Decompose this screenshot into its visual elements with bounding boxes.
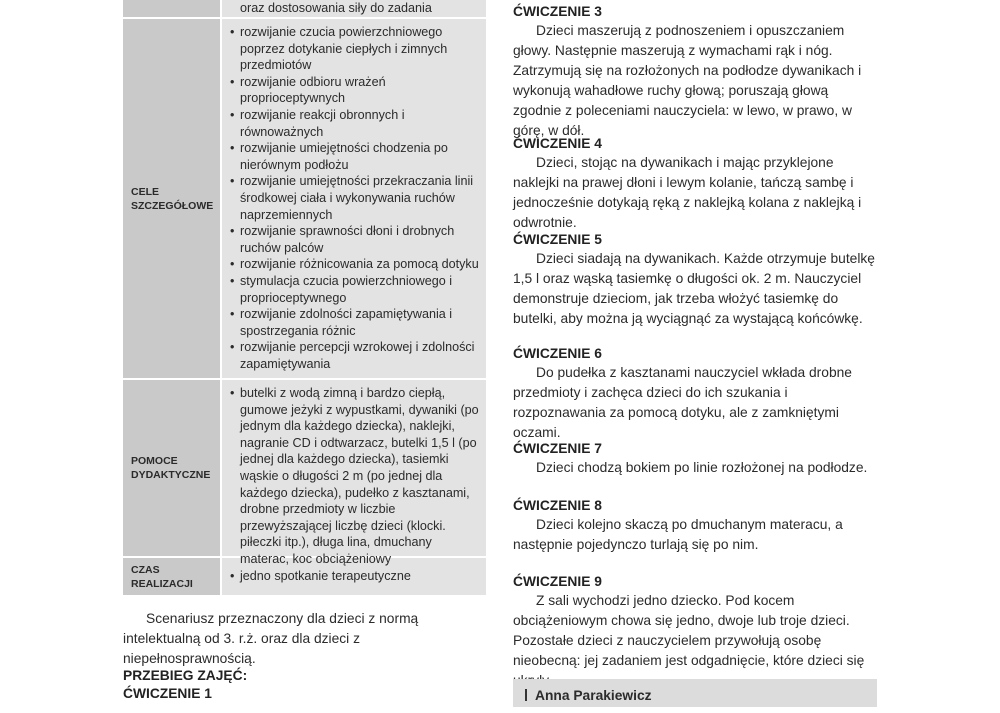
list-item: • rozwijanie czucia powierzchniowego poprzez dotykanie ciepłych i zimnych przedmiotów <box>230 24 480 74</box>
list-item: • butelki z wodą zimną i bardzo ciepłą, gumowe jeżyki z wypustkami, dywaniki (po jednym dla każdego dziecka), naklejki, nagranie CD i odtwarzacz, butelki 1,5 l (po jednej dla każdego dziecka), tasiemki wąskie o długości 2 m (po jednej dla każdego dziecka), pudełko z kasztanami, drobne przedmioty w liczbie przewyższającej liczbę dzieci (klocki. piłeczki itp.), długa lina, dmuchany materac, koc obciążeniowy <box>230 385 480 568</box>
exercise-block <box>513 573 877 691</box>
bullet-list <box>230 24 480 372</box>
intro-paragraph <box>123 609 487 669</box>
author-bar-icon <box>525 689 527 701</box>
row-content <box>222 19 486 380</box>
row-content <box>222 0 486 19</box>
exercise-block <box>513 497 877 555</box>
exercise-heading: ĆWICZENIE 7 <box>513 441 602 456</box>
bullet-list <box>230 568 480 585</box>
list-item: • rozwijanie różnicowania za pomocą dotyku <box>230 256 480 273</box>
bullet-list <box>230 0 480 17</box>
exercise-block <box>513 231 877 329</box>
list-item: oraz dostosowania siły do zadania <box>240 1 432 15</box>
list-item: • rozwijanie umiejętności chodzenia po nierównym podłożu <box>230 140 480 173</box>
list-item: • rozwijanie sprawności dłoni i drobnych ruchów palców <box>230 223 480 256</box>
exercise-heading: ĆWICZENIE 4 <box>513 136 602 151</box>
exercise-block <box>513 345 877 443</box>
exercise-heading: ĆWICZENIE 9 <box>513 574 602 589</box>
exercise-heading: ĆWICZENIE 5 <box>513 232 602 247</box>
list-item: • jedno spotkanie terapeutyczne <box>230 568 480 585</box>
exercise-text: Do pudełka z kasztanami nauczyciel wkłada drobne przedmioty i zachęca dzieci do ich szukania i rozpoznawania za pomocą dotyku, ale z zamkniętymi oczami. <box>513 365 852 440</box>
goals-table <box>123 0 486 597</box>
exercise-text: Dzieci chodzą bokiem po linie rozłożonej na podłodze. <box>536 460 868 475</box>
table-row-pomoce <box>123 380 486 566</box>
exercise-text: Dzieci, stojąc na dywanikach i mając przyklejone naklejki na prawej dłoni i lewym kolanie, tańczą sambę i jednocześnie dotykają ręką z naklejką kolana z naklejką i odwrotnie. <box>513 155 862 230</box>
exercise-text: Dzieci siadają na dywanikach. Każde otrzymuje butelkę 1,5 l oraz wąską tasiemkę o długości ok. 2 m. Nauczyciel demonstruje dzieciom, jak trzeba włożyć tasiemkę do butelki, aby można ją wyciągnąć za wystającą końcówkę. <box>513 251 875 326</box>
author-name: Anna Parakiewicz <box>535 688 652 703</box>
author-box <box>513 679 877 707</box>
exercise-heading: ĆWICZENIE 3 <box>513 4 602 19</box>
bullet-list <box>230 385 480 568</box>
list-item: • rozwijanie odbioru wrażeń proprioceptywnych <box>230 74 480 107</box>
exercise-heading: ĆWICZENIE 1 <box>123 686 212 701</box>
row-label: CZAS REALIZACJI <box>123 558 220 597</box>
exercise-block <box>513 440 877 478</box>
exercise-heading: ĆWICZENIE 8 <box>513 498 602 513</box>
exercise-text: Dzieci maszerują z podnoszeniem i opuszczaniem głowy. Następnie maszerują z wymachami rąk i nóg. Zatrzymują się na rozłożonych na podłodze dywanikach i wykonują wahadłowe ruchy głową; poruszają głową zgodnie z poleceniami nauczyciela: w lewo, w prawo, w górę, w dół. <box>513 23 862 138</box>
exercise-block <box>513 135 877 233</box>
exercise-heading: ĆWICZENIE 6 <box>513 346 602 361</box>
table-row-top <box>123 0 486 19</box>
list-item: • rozwijanie zdolności zapamiętywania i spostrzegania różnic <box>230 306 480 339</box>
list-item: • rozwijanie percepcji wzrokowej i zdolności zapamiętywania <box>230 339 480 372</box>
row-label: POMOCE DYDAKTYCZNE <box>123 380 220 558</box>
przebieg-section <box>123 667 487 703</box>
intro-text: Scenariusz przeznaczony dla dzieci z normą intelektualną od 3. r.ż. oraz dla dzieci z niepełnosprawnością. <box>123 611 419 666</box>
table-row-cele <box>123 19 486 380</box>
exercise-block <box>513 3 877 141</box>
list-item: • rozwijanie umiejętności przekraczania linii środkowej ciała i wykonywania ruchów naprzemiennych <box>230 173 480 223</box>
section-heading: PRZEBIEG ZAJĘĆ: <box>123 668 248 683</box>
row-content <box>222 380 486 566</box>
list-item: • rozwijanie reakcji obronnych i równoważnych <box>230 107 480 140</box>
exercise-text: Dzieci kolejno skaczą po dmuchanym materacu, a następnie pojedynczo turlają się po nim. <box>513 517 843 552</box>
row-label: CELE SZCZEGÓŁOWE <box>123 19 220 380</box>
row-label-empty <box>123 0 220 19</box>
exercise-text: Z sali wychodzi jedno dziecko. Pod kocem obciążeniowym chowa się jedno, dwoje lub troje dzieci. Pozostałe dzieci z nauczycielem przywołują osobę nieobecną: jej zadaniem jest odgadnięcie, które dzieci się <box>513 593 865 668</box>
list-item: • stymulacja czucia powierzchniowego i proprioceptywnego <box>230 273 480 306</box>
